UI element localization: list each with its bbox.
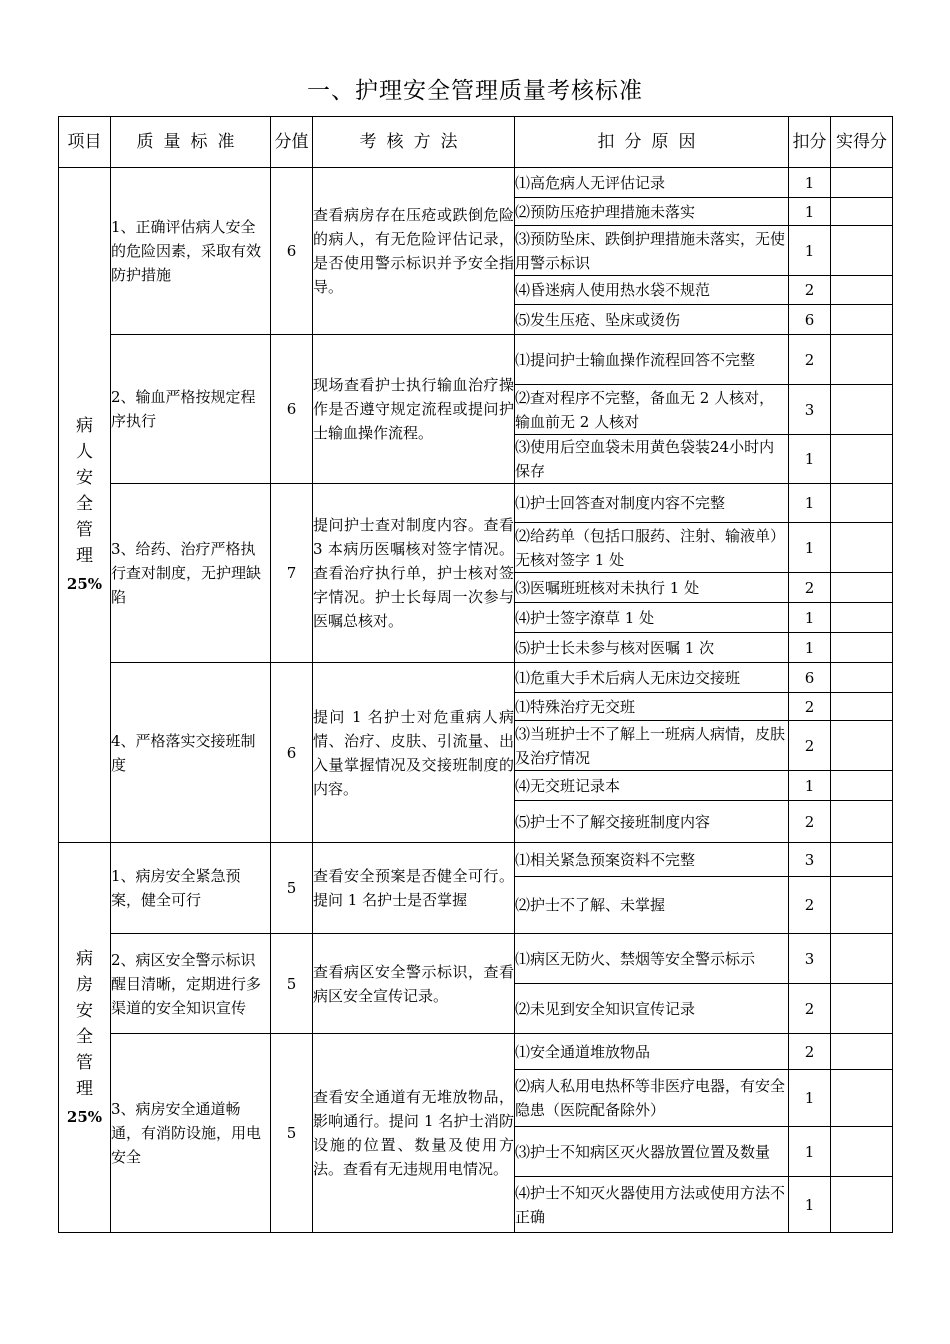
actual-score-cell[interactable]: [831, 663, 893, 693]
deduction-reason: ⑶医嘱班班核对未执行 1 处: [515, 573, 789, 603]
deduction-reason: ⑶护士不知病区灭火器放置位置及数量: [515, 1127, 789, 1177]
deduction-points: 2: [789, 693, 831, 721]
actual-score-cell[interactable]: [831, 1070, 893, 1127]
table-row: [59, 484, 893, 523]
deduction-points: 6: [789, 663, 831, 693]
deduction-points: 2: [789, 984, 831, 1034]
actual-score-cell[interactable]: [831, 305, 893, 335]
deduction-reason: ⑴危重大手术后病人无床边交接班: [515, 663, 789, 693]
deduction-reason: ⑵预防压疮护理措施未落实: [515, 198, 789, 226]
standard-score: 5: [271, 1034, 313, 1233]
actual-score-cell[interactable]: [831, 693, 893, 721]
standard-score: 6: [271, 168, 313, 335]
actual-score-cell[interactable]: [831, 168, 893, 198]
standard-text: 3、病房安全通道畅通，有消防设施，用电安全: [111, 1034, 271, 1233]
deduction-points: 2: [789, 1034, 831, 1070]
deduction-reason: ⑵护士不了解、未掌握: [515, 877, 789, 934]
actual-score-cell[interactable]: [831, 1127, 893, 1177]
category-cell: [59, 168, 111, 843]
assessment-table: [58, 116, 893, 1233]
category-percent: 25%: [66, 1107, 103, 1126]
deduction-points: 2: [789, 335, 831, 385]
deduction-points: 1: [789, 435, 831, 484]
actual-score-cell[interactable]: [831, 385, 893, 435]
standard-score: 5: [271, 934, 313, 1034]
assessment-method: 查看安全预案是否健全可行。提问 1 名护士是否掌握: [313, 843, 515, 934]
standard-score: 7: [271, 484, 313, 663]
actual-score-cell[interactable]: [831, 198, 893, 226]
header-method: 考核方法: [313, 117, 515, 168]
deduction-points: 1: [789, 198, 831, 226]
assessment-method: 查看病房存在压疮或跌倒危险的病人，有无危险评估记录，是否使用警示标识并予安全指导。: [313, 168, 515, 335]
header-row: [59, 117, 893, 168]
category-label: [59, 413, 110, 597]
header-reason: 扣分原因: [515, 117, 789, 168]
deduction-points: 1: [789, 1127, 831, 1177]
category-name: 病房安全管理: [76, 948, 93, 1099]
deduction-reason: ⑵病人私用电热杯等非医疗电器，有安全隐患（医院配备除外）: [515, 1070, 789, 1127]
header-actual: 实得分: [831, 117, 893, 168]
deduction-points: 1: [789, 603, 831, 633]
deduction-points: 1: [789, 523, 831, 573]
deduction-reason: ⑸护士长未参与核对医嘱 1 次: [515, 633, 789, 663]
table-row: [59, 1034, 893, 1070]
deduction-points: 3: [789, 934, 831, 984]
deduction-points: 2: [789, 801, 831, 843]
deduction-points: 1: [789, 771, 831, 801]
table-row: [59, 335, 893, 385]
assessment-method: 现场查看护士执行输血治疗操作是否遵守规定流程或提问护士输血操作流程。: [313, 335, 515, 484]
actual-score-cell[interactable]: [831, 1177, 893, 1233]
deduction-points: 2: [789, 276, 831, 305]
assessment-method: 提问护士查对制度内容。查看 3 本病历医嘱核对签字情况。查看治疗执行单，护士核对签字情况。护士长每周一次参与医嘱总核对。: [313, 484, 515, 663]
actual-score-cell[interactable]: [831, 335, 893, 385]
deduction-points: 1: [789, 633, 831, 663]
deduction-points: 1: [789, 1070, 831, 1127]
header-deduct: 扣分: [789, 117, 831, 168]
actual-score-cell[interactable]: [831, 843, 893, 877]
assessment-method: 查看病区安全警示标识，查看病区安全宣传记录。: [313, 934, 515, 1034]
actual-score-cell[interactable]: [831, 435, 893, 484]
deduction-points: 1: [789, 226, 831, 276]
deduction-reason: ⑶预防坠床、跌倒护理措施未落实，无使用警示标识: [515, 226, 789, 276]
page-title: 一、护理安全管理质量考核标准: [307, 78, 643, 104]
actual-score-cell[interactable]: [831, 603, 893, 633]
deduction-points: 1: [789, 1177, 831, 1233]
deduction-reason: ⑴高危病人无评估记录: [515, 168, 789, 198]
actual-score-cell[interactable]: [831, 984, 893, 1034]
deduction-reason: ⑶使用后空血袋未用黄色袋装24小时内保存: [515, 435, 789, 484]
deduction-points: 2: [789, 877, 831, 934]
standard-text: 3、给药、治疗严格执行查对制度，无护理缺陷: [111, 484, 271, 663]
deduction-reason: ⑸发生压疮、坠床或烫伤: [515, 305, 789, 335]
table-row: [59, 663, 893, 693]
deduction-reason: ⑴安全通道堆放物品: [515, 1034, 789, 1070]
category-name: 病人安全管理: [76, 416, 93, 566]
category-label: [59, 946, 110, 1130]
deduction-points: 2: [789, 573, 831, 603]
standard-text: 4、严格落实交接班制度: [111, 663, 271, 843]
assessment-method: 提问 1 名护士对危重病人病情、治疗、皮肤、引流量、出入量掌握情况及交接班制度的内容。: [313, 663, 515, 843]
category-percent: 25%: [66, 575, 103, 593]
standard-text: 2、病区安全警示标识醒目清晰，定期进行多渠道的安全知识宣传: [111, 934, 271, 1034]
deduction-reason: ⑶当班护士不了解上一班病人病情，皮肤及治疗情况: [515, 721, 789, 771]
actual-score-cell[interactable]: [831, 801, 893, 843]
deduction-points: 1: [789, 484, 831, 523]
deduction-reason: ⑴病区无防火、禁烟等安全警示标示: [515, 934, 789, 984]
deduction-reason: ⑴护士回答查对制度内容不完整: [515, 484, 789, 523]
assessment-method: 查看安全通道有无堆放物品，影响通行。提问 1 名护士消防设施的位置、数量及使用方法。查看有无违规用电情况。: [313, 1034, 515, 1233]
header-score: 分值: [271, 117, 313, 168]
actual-score-cell[interactable]: [831, 633, 893, 663]
actual-score-cell[interactable]: [831, 276, 893, 305]
header-standard: 质量标准: [111, 117, 271, 168]
actual-score-cell[interactable]: [831, 934, 893, 984]
deduction-points: 2: [789, 721, 831, 771]
deduction-reason: ⑸护士不了解交接班制度内容: [515, 801, 789, 843]
table-body: [59, 168, 893, 1233]
deduction-points: 3: [789, 385, 831, 435]
deduction-points: 6: [789, 305, 831, 335]
actual-score-cell[interactable]: [831, 523, 893, 573]
deduction-reason: ⑴相关紧急预案资料不完整: [515, 843, 789, 877]
standard-text: 1、病房安全紧急预案，健全可行: [111, 843, 271, 934]
deduction-reason: ⑷昏迷病人使用热水袋不规范: [515, 276, 789, 305]
deduction-points: 1: [789, 168, 831, 198]
standard-score: 5: [271, 843, 313, 934]
actual-score-cell[interactable]: [831, 226, 893, 276]
table-row: [59, 168, 893, 198]
deduction-points: 3: [789, 843, 831, 877]
deduction-reason: ⑵给药单（包括口服药、注射、输液单）无核对签字 1 处: [515, 523, 789, 573]
deduction-reason: ⑷无交班记录本: [515, 771, 789, 801]
deduction-reason: ⑵查对程序不完整，备血无 2 人核对，输血前无 2 人核对: [515, 385, 789, 435]
deduction-reason: ⑷护士签字潦草 1 处: [515, 603, 789, 633]
table-row: [59, 843, 893, 877]
standard-text: 2、输血严格按规定程序执行: [111, 335, 271, 484]
table-row: [59, 934, 893, 984]
standard-text: 1、正确评估病人安全的危险因素，采取有效防护措施: [111, 168, 271, 335]
deduction-reason: ⑴特殊治疗无交班: [515, 693, 789, 721]
actual-score-cell[interactable]: [831, 1034, 893, 1070]
header-item: 项目: [59, 117, 111, 168]
deduction-reason: ⑷护士不知灭火器使用方法或使用方法不正确: [515, 1177, 789, 1233]
standard-score: 6: [271, 335, 313, 484]
actual-score-cell[interactable]: [831, 877, 893, 934]
deduction-reason: ⑴提问护士输血操作流程回答不完整: [515, 335, 789, 385]
deduction-reason: ⑵未见到安全知识宣传记录: [515, 984, 789, 1034]
actual-score-cell[interactable]: [831, 771, 893, 801]
standard-score: 6: [271, 663, 313, 843]
actual-score-cell[interactable]: [831, 721, 893, 771]
actual-score-cell[interactable]: [831, 573, 893, 603]
category-cell: [59, 843, 111, 1233]
actual-score-cell[interactable]: [831, 484, 893, 523]
